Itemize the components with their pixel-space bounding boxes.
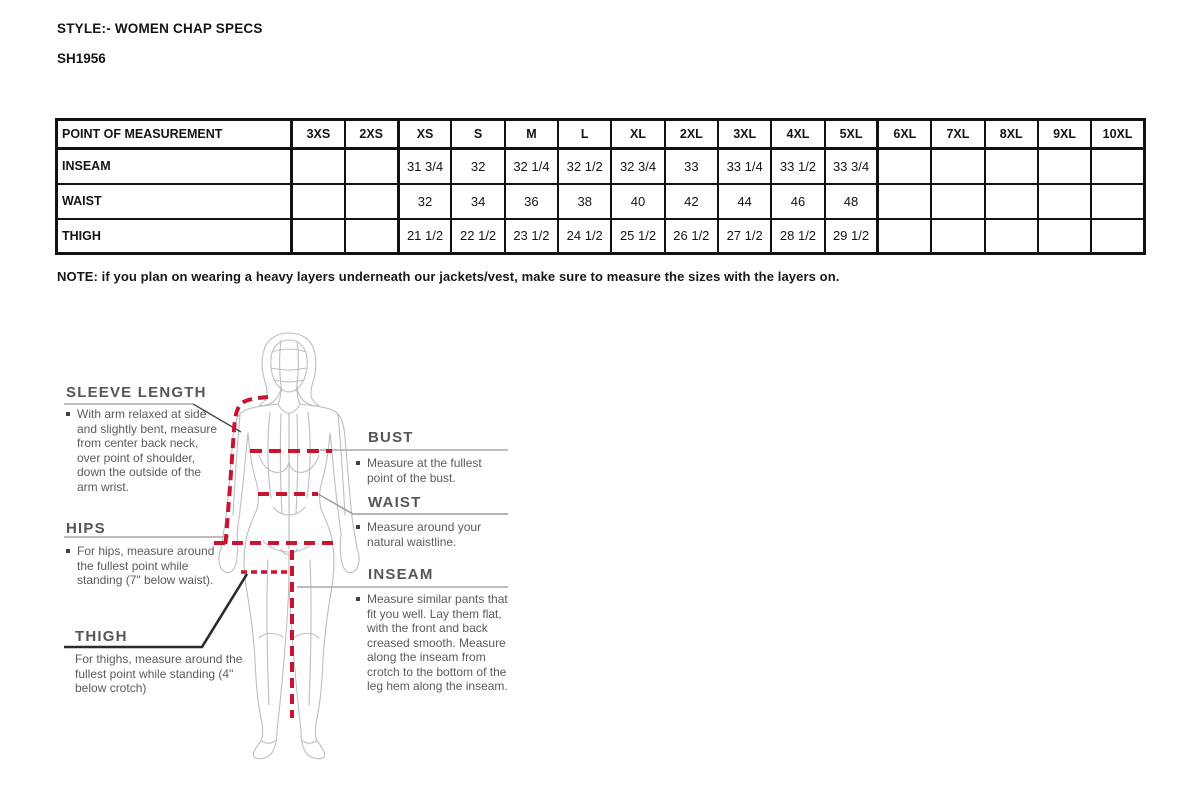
sleeve-measure-line xyxy=(225,397,268,547)
cell: 32 1/4 xyxy=(505,149,558,184)
cell: 23 1/2 xyxy=(505,219,558,254)
col-header-2xl: 2XL xyxy=(665,120,718,149)
cell: 31 3/4 xyxy=(398,149,451,184)
cell: 32 1/2 xyxy=(558,149,611,184)
cell: 29 1/2 xyxy=(825,219,878,254)
bullet-icon xyxy=(356,525,360,529)
description-text: For hips, measure around the fullest point while standing (7" below waist). xyxy=(77,544,215,587)
cell: 34 xyxy=(451,184,504,219)
description-text: Measure around your natural waistline. xyxy=(367,520,482,549)
bullet-icon xyxy=(356,597,360,601)
row-label: WAIST xyxy=(57,184,292,219)
row-label: THIGH xyxy=(57,219,292,254)
cell: 33 3/4 xyxy=(825,149,878,184)
cell: 48 xyxy=(825,184,878,219)
cell: 44 xyxy=(718,184,771,219)
cell: 27 1/2 xyxy=(718,219,771,254)
cell: 25 1/2 xyxy=(611,219,664,254)
note-text: NOTE: if you plan on wearing a heavy layers underneath our jackets/vest, make sure to measure the sizes with the layers on. xyxy=(57,269,840,284)
col-header-10xl: 10XL xyxy=(1091,120,1144,149)
cell: 38 xyxy=(558,184,611,219)
col-header-2xs: 2XS xyxy=(345,120,398,149)
waist-heading: WAIST xyxy=(368,494,422,511)
col-header-xs: XS xyxy=(398,120,451,149)
inseam-description xyxy=(356,592,518,694)
bullet-icon xyxy=(356,461,360,465)
bust-heading: BUST xyxy=(368,429,414,446)
hips-heading: HIPS xyxy=(66,520,106,537)
row-label: INSEAM xyxy=(57,149,292,184)
col-header-3xl: 3XL xyxy=(718,120,771,149)
col-header-6xl: 6XL xyxy=(878,120,931,149)
sleeve-length-description xyxy=(66,407,218,494)
cell: 42 xyxy=(665,184,718,219)
col-header-9xl: 9XL xyxy=(1038,120,1091,149)
cell: 32 xyxy=(398,184,451,219)
col-header-3xs: 3XS xyxy=(292,120,345,149)
description-text: Measure at the fullest point of the bust. xyxy=(367,456,482,485)
col-header-l: L xyxy=(558,120,611,149)
cell: 46 xyxy=(771,184,824,219)
cell: 21 1/2 xyxy=(398,219,451,254)
bust-description xyxy=(356,456,506,485)
description-text: Measure similar pants that fit you well. Lay them flat, with the front and back creased smooth. Measure along the inseam from crotch to the bottom of the leg hem along the inseam. xyxy=(367,592,508,693)
waist-description xyxy=(356,520,511,549)
inseam-heading: INSEAM xyxy=(368,566,434,583)
bullet-icon xyxy=(66,549,70,553)
cell: 36 xyxy=(505,184,558,219)
col-header-5xl: 5XL xyxy=(825,120,878,149)
cell: 24 1/2 xyxy=(558,219,611,254)
bullet-icon xyxy=(66,412,70,416)
cell: 33 1/2 xyxy=(771,149,824,184)
cell: 32 xyxy=(451,149,504,184)
description-text: For thighs, measure around the fullest point while standing (4" below crotch) xyxy=(75,652,243,695)
cell: 32 3/4 xyxy=(611,149,664,184)
thigh-heading: THIGH xyxy=(75,628,128,645)
col-header-s: S xyxy=(451,120,504,149)
description-text: With arm relaxed at side and slightly bent, measure from center back neck, over point of shoulder, down the outside of the arm wrist. xyxy=(77,407,218,494)
cell: 28 1/2 xyxy=(771,219,824,254)
cell: 33 1/4 xyxy=(718,149,771,184)
col-header-xl: XL xyxy=(611,120,664,149)
cell: 33 xyxy=(665,149,718,184)
hips-description xyxy=(66,544,234,588)
cell: 40 xyxy=(611,184,664,219)
col-header-8xl: 8XL xyxy=(985,120,1038,149)
thigh-description xyxy=(75,652,253,696)
col-header-7xl: 7XL xyxy=(931,120,984,149)
style-number: SH1956 xyxy=(57,51,106,66)
cell: 26 1/2 xyxy=(665,219,718,254)
style-title: STYLE:- WOMEN CHAP SPECS xyxy=(57,21,263,36)
sleeve-length-heading: SLEEVE LENGTH xyxy=(66,384,207,401)
col-header-4xl: 4XL xyxy=(771,120,824,149)
col-header-point-of-measurement: POINT OF MEASUREMENT xyxy=(57,120,292,149)
col-header-m: M xyxy=(505,120,558,149)
cell: 22 1/2 xyxy=(451,219,504,254)
